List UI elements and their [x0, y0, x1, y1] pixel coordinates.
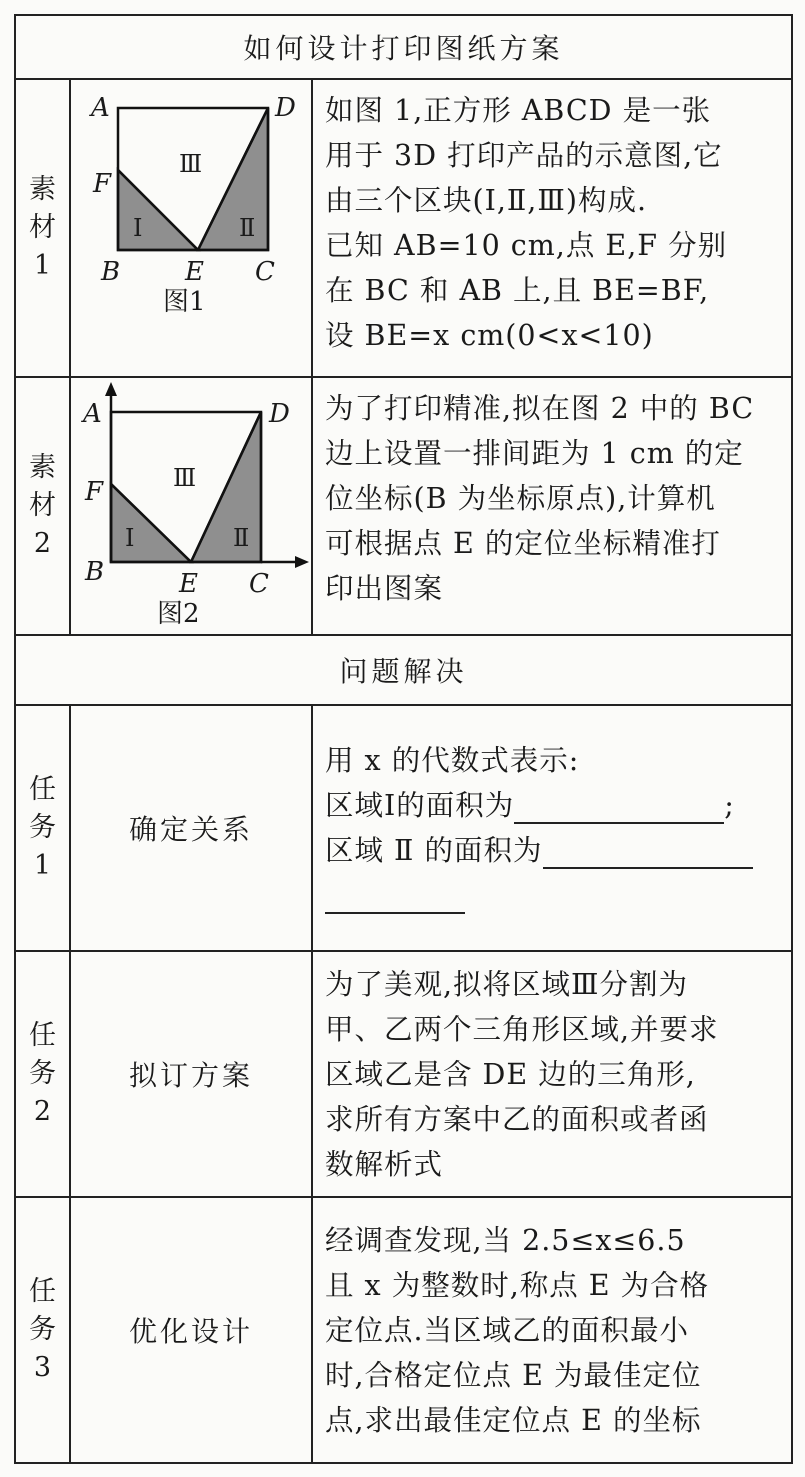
point-f-label: F: [85, 477, 104, 507]
point-d-label: D: [269, 399, 290, 429]
worksheet-title: 如何设计打印图纸方案: [15, 15, 792, 79]
figure1-diagram: [73, 88, 309, 368]
figure1-caption: 图1: [163, 287, 206, 317]
task3-name: 优化设计: [70, 1197, 312, 1463]
task3-description: 经调查发现,当 2.5≤x≤6.5 且 x 为整数时,称点 E 为合格 定位点.当区域乙的面积最小 时,合格定位点 E 为最佳定位 点,求出最佳定位点 E 的坐标: [312, 1197, 792, 1463]
task2-label: 任 务 2: [15, 951, 70, 1197]
material2-description: 为了打印精准,拟在图 2 中的 BC 边上设置一排间距为 1 cm 的定 位坐标(B 为坐标原点),计算机 可根据点 E 的定位坐标精准打 印出图案: [312, 377, 792, 635]
region1-label: Ⅰ: [133, 214, 143, 242]
region3-label: Ⅲ: [179, 150, 203, 178]
answer-blank-1[interactable]: [514, 792, 724, 824]
material1-description: 如图 1,正方形 ABCD 是一张 用于 3D 打印产品的示意图,它 由三个区块(Ⅰ,Ⅱ,Ⅲ)构成. 已知 AB=10 cm,点 E,F 分别 在 BC 和 AB 上,且 BE=BF, 设 BE=x cm(0<x<10): [312, 79, 792, 377]
figure1-cell: [70, 79, 312, 377]
answer-blank-2a[interactable]: [543, 837, 753, 869]
point-c-label: C: [249, 569, 269, 599]
task1-description: 用 x 的代数式表示: 区域Ⅰ的面积为 ; 区域 Ⅱ 的面积为: [312, 705, 792, 951]
point-b-label: B: [101, 257, 121, 287]
material2-label: 素 材 2: [15, 377, 70, 635]
point-a-label: A: [83, 399, 102, 429]
point-f-label: F: [93, 169, 112, 199]
region2-label: Ⅱ: [239, 214, 256, 242]
task2-description: 为了美观,拟将区域Ⅲ分割为 甲、乙两个三角形区域,并要求 区域乙是含 DE 边的三角形, 求所有方案中乙的面积或者函 数解析式: [312, 951, 792, 1197]
task2-name: 拟订方案: [70, 951, 312, 1197]
task1-name: 确定关系: [70, 705, 312, 951]
figure2-cell: [70, 377, 312, 635]
region3-label: Ⅲ: [173, 464, 197, 492]
answer-blank-2b[interactable]: [325, 882, 465, 914]
task3-label: 任 务 3: [15, 1197, 70, 1463]
point-d-label: D: [275, 93, 296, 123]
point-c-label: C: [255, 257, 275, 287]
point-a-label: A: [91, 93, 110, 123]
region2-label: Ⅱ: [233, 524, 250, 552]
worksheet-table: [14, 14, 793, 1464]
region1-label: Ⅰ: [125, 524, 135, 552]
point-e-label: E: [179, 569, 198, 599]
material1-label: 素 材 1: [15, 79, 70, 377]
figure2-caption: 图2: [157, 599, 200, 629]
section-title: 问题解决: [15, 635, 792, 705]
task1-label: 任 务 1: [15, 705, 70, 951]
point-b-label: B: [85, 557, 105, 587]
point-e-label: E: [185, 257, 204, 287]
figure2-diagram: [73, 382, 309, 630]
